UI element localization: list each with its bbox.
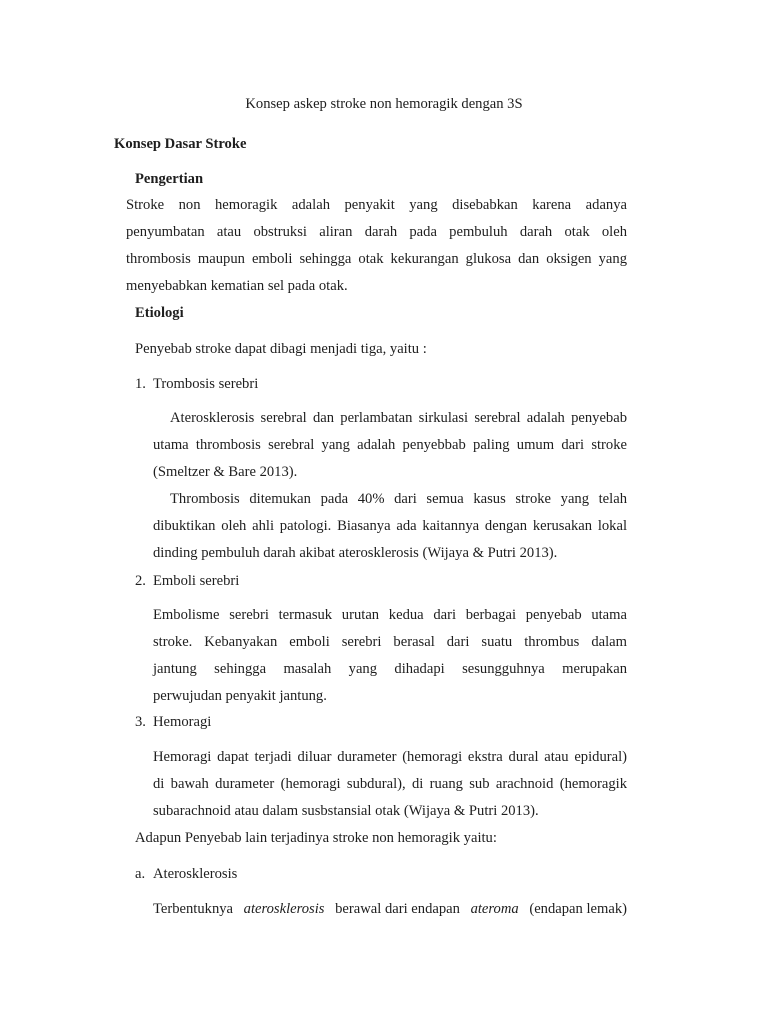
paragraph-line: stroke. Kebanyakan emboli serebri berasal dari suatu thrombus dalam (153, 634, 627, 650)
paragraph-line: subarachnoid atau dalam susbstansial otak (Wijaya & Putri 2013). (153, 803, 539, 819)
paragraph-line: Hemoragi dapat terjadi diluar durameter (hemoragi ekstra dural atau epidural) (153, 749, 627, 765)
term-italic: ateroma (470, 901, 519, 917)
list-marker: a. (135, 866, 146, 882)
paragraph-line: di bawah durameter (hemoragi subdural), di ruang sub arachnoid (hemoragik (153, 776, 627, 792)
pengertian-line: thrombosis maupun emboli sehingga otak kekurangan glukosa dan oksigen yang (126, 251, 627, 267)
paragraph-line: jantung sehingga masalah yang dihadapi sesungguhnya merupakan (153, 661, 627, 677)
paragraph-line: Embolisme serebri termasuk urutan kedua dari berbagai penyebab utama (153, 607, 627, 623)
etiologi-heading: Etiologi (135, 305, 184, 321)
section-heading: Konsep Dasar Stroke (114, 136, 247, 152)
text-run: (endapan lemak) (525, 901, 627, 917)
term-italic: aterosklerosis (243, 901, 325, 917)
list-marker: 3. (135, 714, 146, 730)
paragraph-line (153, 900, 627, 918)
pengertian-line: penyumbatan atau obstruksi aliran darah pada pembuluh darah otak oleh (126, 224, 627, 240)
text-run: Terbentuknya (153, 901, 237, 917)
paragraph-line: dinding pembuluh darah akibat aterosklerosis (Wijaya & Putri 2013). (153, 545, 558, 561)
paragraph-line: dibuktikan oleh ahli patologi. Biasanya ada kaitannya dengan kerusakan lokal (153, 518, 627, 534)
pengertian-heading: Pengertian (135, 171, 204, 187)
list-item-title: Trombosis serebri (153, 376, 259, 392)
list-item-title: Hemoragi (153, 714, 212, 730)
other-causes-intro: Adapun Penyebab lain terjadinya stroke non hemoragik yaitu: (135, 830, 497, 846)
paragraph-line: perwujudan penyakit jantung. (153, 688, 327, 704)
pengertian-line: Stroke non hemoragik adalah penyakit yang disebabkan karena adanya (126, 197, 627, 213)
paragraph-line: Thrombosis ditemukan pada 40% dari semua kasus stroke yang telah (170, 491, 627, 507)
document-title: Konsep askep stroke non hemoragik dengan 3S (245, 96, 523, 112)
etiologi-intro: Penyebab stroke dapat dibagi menjadi tiga, yaitu : (135, 341, 427, 357)
text-run: berawal dari endapan (331, 901, 464, 917)
list-item-title: Emboli serebri (153, 573, 240, 589)
pengertian-line: menyebabkan kematian sel pada otak. (126, 278, 348, 294)
paragraph-line: utama thrombosis serebral yang adalah penyebbab paling umum dari stroke (153, 437, 627, 453)
list-marker: 2. (135, 573, 146, 589)
list-item-title: Aterosklerosis (153, 866, 238, 882)
paragraph-line: Aterosklerosis serebral dan perlambatan sirkulasi serebral adalah penyebab (170, 410, 627, 426)
paragraph-line: (Smeltzer & Bare 2013). (153, 464, 298, 480)
list-marker: 1. (135, 376, 146, 392)
